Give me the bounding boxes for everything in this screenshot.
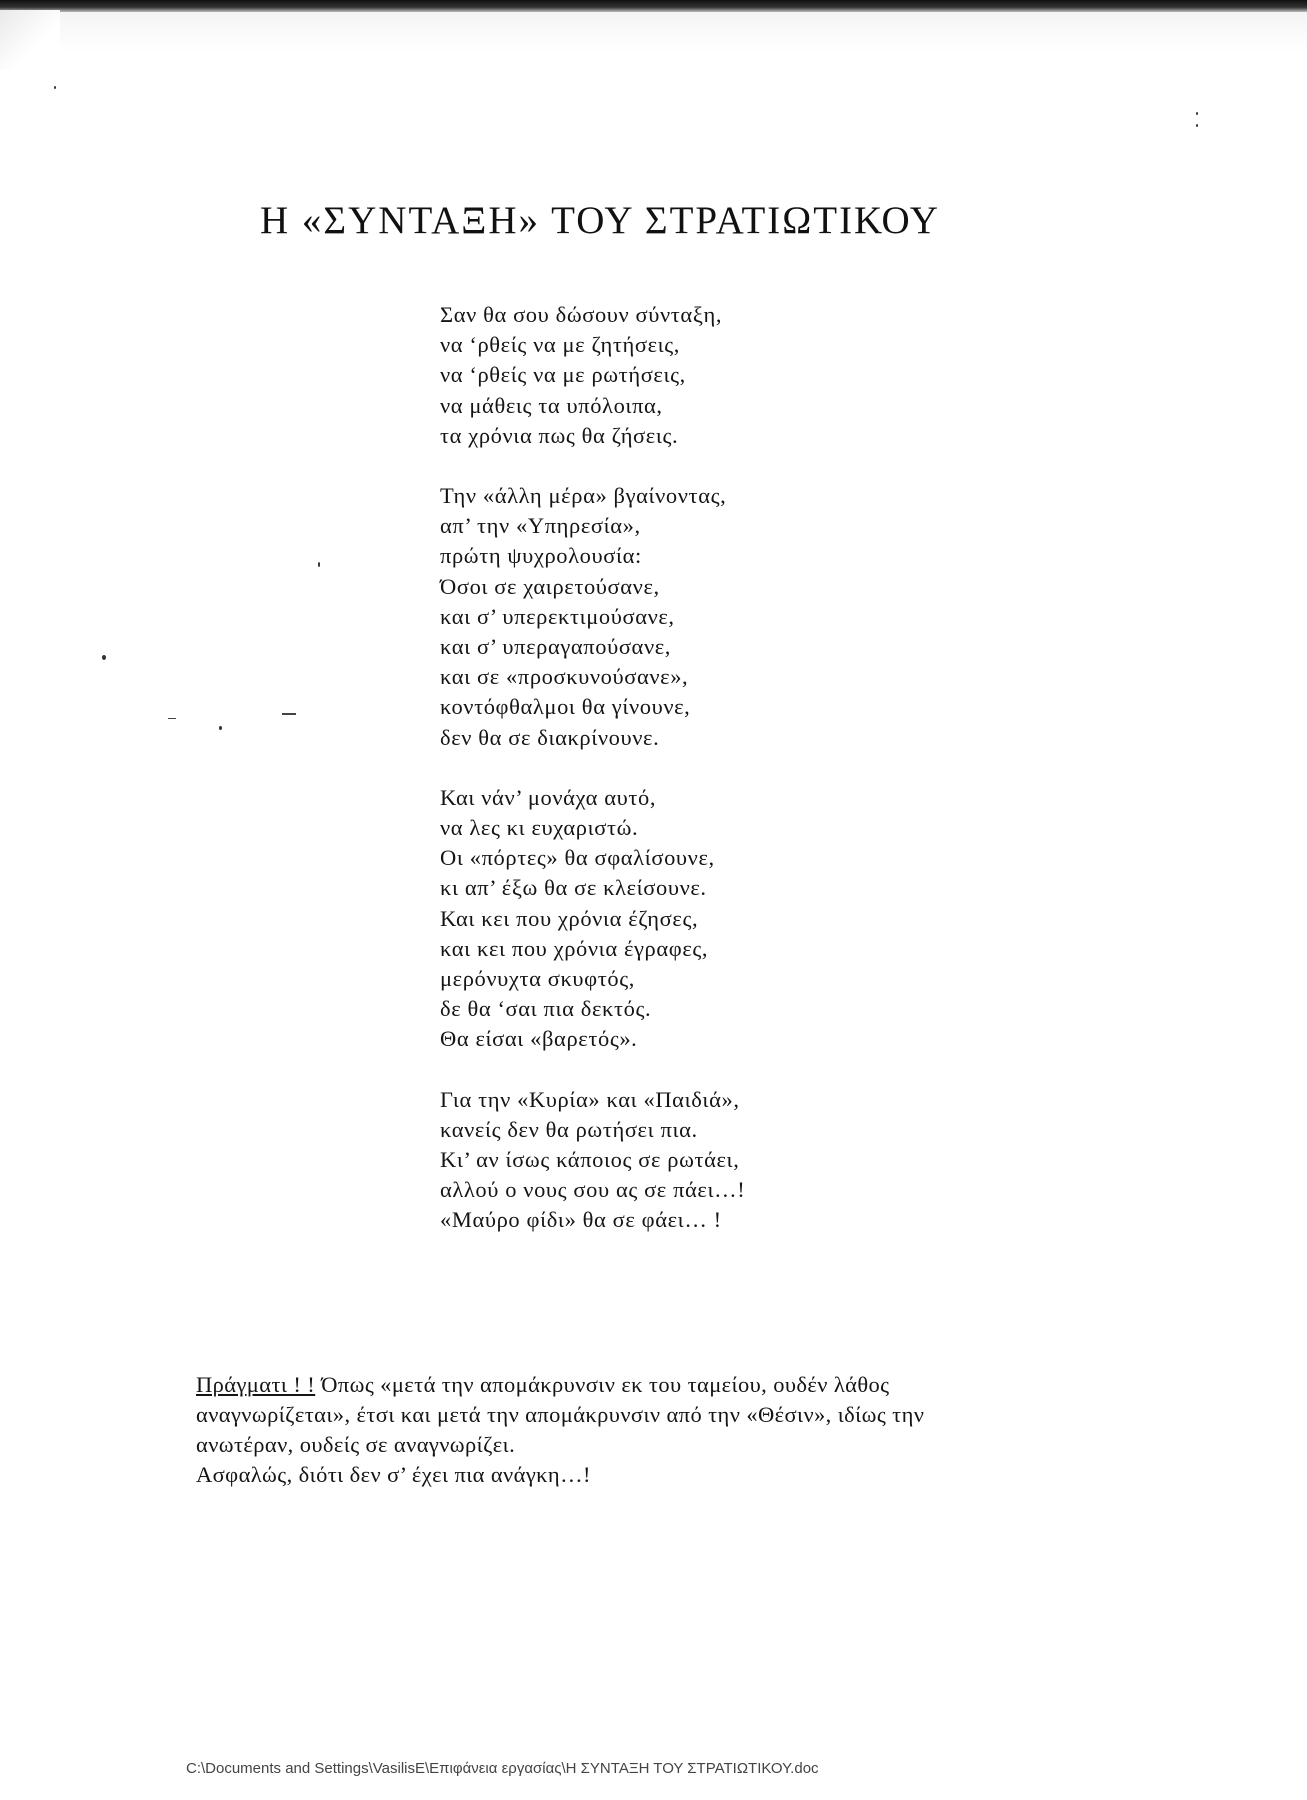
stanza-2	[440, 481, 745, 753]
scan-mark	[168, 718, 176, 719]
paper-edge-shadow	[0, 12, 1307, 52]
poem-line: κοντόφθαλμοι θα γίνουνε,	[440, 694, 691, 720]
poem-line: Όσοι σε χαιρετούσανε,	[440, 573, 660, 599]
poem-line: να ‘ρθείς να με ρωτήσεις,	[440, 362, 686, 388]
poem-line: κανείς δεν θα ρωτήσει πια.	[440, 1116, 698, 1142]
note-line-1	[196, 1370, 1056, 1400]
scan-speck	[219, 726, 222, 730]
document-title: Η «ΣΥΝΤΑΞΗ» ΤΟΥ ΣΤΡΑΤΙΩΤΙΚΟΥ	[260, 199, 940, 242]
poem-line: Για την «Κυρία» και «Παιδιά»,	[440, 1086, 740, 1112]
note-line-4: Ασφαλώς, διότι δεν σ’ έχει πια ανάγκη…!	[196, 1462, 591, 1487]
note-line-3: ανωτέραν, ουδείς σε αναγνωρίζει.	[196, 1432, 516, 1457]
poem-line: και κει που χρόνια έγραφες,	[440, 935, 709, 961]
scan-speck	[318, 562, 320, 567]
note-lead: Πράγματι ! !	[196, 1372, 316, 1397]
poem-line: δε θα ‘σαι πια δεκτός.	[440, 996, 652, 1022]
note-line-1-rest: Όπως «μετά την απομάκρυνσιν εκ του ταμείου, ουδέν λάθος	[315, 1372, 890, 1397]
paper-fold-corner	[0, 10, 60, 70]
poem-line: και σε «προσκυνούσανε»,	[440, 664, 689, 690]
poem-line: Θα είσαι «βαρετός».	[440, 1026, 638, 1052]
poem-line: να μάθεις τα υπόλοιπα,	[440, 392, 663, 418]
closing-note	[196, 1370, 1056, 1490]
poem-line: «Μαύρο φίδι» θα σε φάει… !	[440, 1207, 722, 1233]
poem-line: Την «άλλη μέρα» βγαίνοντας,	[440, 483, 727, 509]
poem-line: πρώτη ψυχρολουσία:	[440, 543, 642, 569]
poem-line: Και νάν’ μονάχα αυτό,	[440, 784, 657, 810]
file-path-footer: C:\Documents and Settings\VasilisE\Επιφάνεια εργασίας\Η ΣΥΝΤΑΞΗ ΤΟΥ ΣΤΡΑΤΙΩΤΙΚΟΥ.doc	[186, 1760, 819, 1777]
poem-line: δεν θα σε διακρίνουνε.	[440, 724, 660, 750]
poem-line: και σ’ υπερεκτιμούσανε,	[440, 603, 675, 629]
poem-line: Σαν θα σου δώσουν σύνταξη,	[440, 302, 723, 327]
poem-body	[440, 300, 745, 1236]
scan-mark	[282, 713, 296, 715]
poem-line: μερόνυχτα σκυφτός,	[440, 966, 635, 992]
scan-border	[0, 0, 1307, 12]
poem-line: να ‘ρθείς να με ζητήσεις,	[440, 332, 681, 358]
poem-line: Κι’ αν ίσως κάποιος σε ρωτάει,	[440, 1147, 740, 1173]
stanza-4	[440, 1085, 745, 1236]
scan-speck	[1196, 124, 1198, 127]
poem-line: Οι «πόρτες» θα σφαλίσουνε,	[440, 845, 715, 871]
poem-line: Και κει που χρόνια έζησες,	[440, 905, 699, 931]
poem-line: απ’ την «Υπηρεσία»,	[440, 513, 641, 539]
scan-speck	[54, 86, 56, 89]
poem-line: κι απ’ έξω θα σε κλείσουνε.	[440, 875, 707, 901]
poem-line: αλλού ο νους σου ας σε πάει…!	[440, 1177, 746, 1203]
stanza-3	[440, 783, 745, 1055]
poem-line: να λες κι ευχαριστώ.	[440, 815, 639, 841]
note-line-2: αναγνωρίζεται», έτσι και μετά την απομάκρυνσιν από την «Θέσιν», ιδίως την	[196, 1402, 925, 1427]
poem-line: και σ’ υπεραγαπούσανε,	[440, 634, 671, 660]
scan-speck	[102, 655, 106, 660]
stanza-1	[440, 300, 745, 451]
poem-line: τα χρόνια πως θα ζήσεις.	[440, 422, 679, 448]
scan-speck	[1196, 112, 1198, 115]
